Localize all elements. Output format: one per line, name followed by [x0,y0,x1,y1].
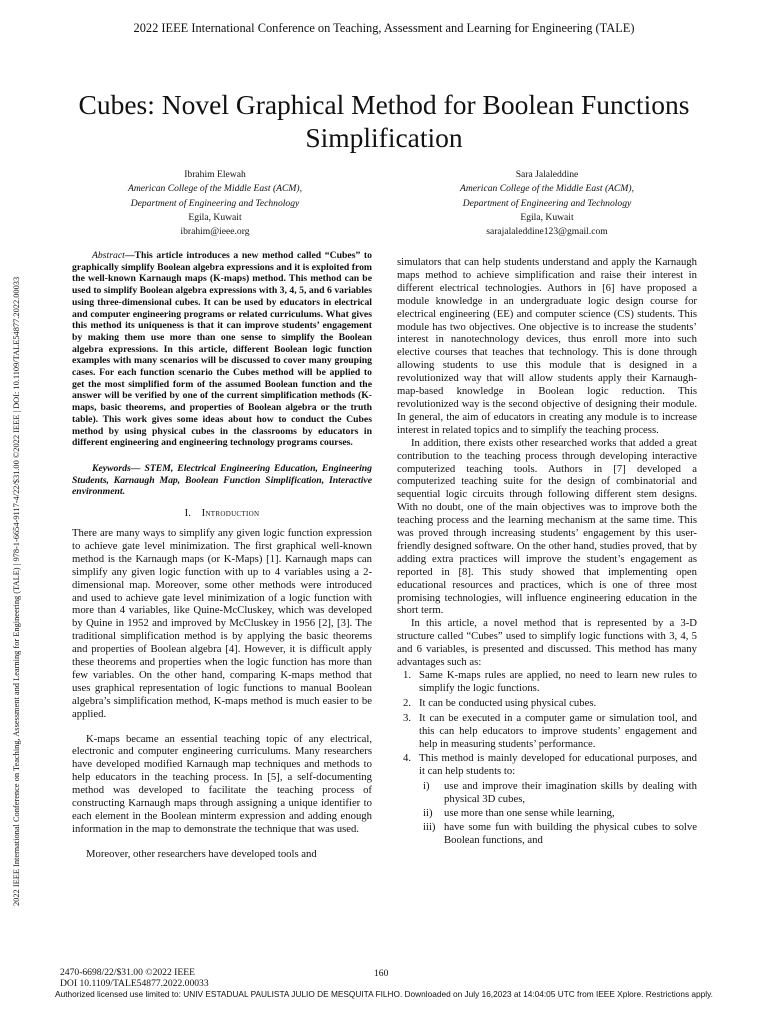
list-item: i) use and improve their imagination skills by dealing with physical 3D cubes, [423,780,697,806]
author-name: Sara Jalaleddine [515,169,579,180]
author-email: sarajalaleddine123@gmail.com [486,226,608,238]
author-location: Egila, Kuwait [520,211,574,223]
list-item: 2. It can be conducted using physical cubes. [403,696,597,709]
footer-copyright [60,968,209,989]
keywords-label: Keywords— [92,462,141,474]
author-department: Department of Engineering and Technology [130,197,300,209]
section-heading-introduction [72,507,372,520]
footer-doi: DOI 10.1109/TALE54877.2022.00033 [60,977,209,989]
list-item: ii) use more than one sense while learning, [423,807,615,820]
footer-issn: 2470-6698/22/$31.00 ©2022 IEEE [60,967,195,978]
right-column [397,256,697,848]
author-block-1 [90,168,340,239]
keywords-text: STEM, Electrical Engineering Education, Engineering Students, Karnaugh Map, Boolean Function Simplification, Interactive environment. [72,462,372,498]
list-item: 3. It can be executed in a computer game or simulation tool, and this can help educators to improve students’ engagement and help in measuring students’ performance. [403,711,697,750]
author-email: ibrahim@ieee.org [180,226,250,238]
author-department: Department of Engineering and Technology [462,197,632,209]
list-item: iii) have some fun with building the physical cubes to solve Boolean functions, and [423,820,697,846]
doi-side-strip: 2022 IEEE International Conference on Teaching, Assessment and Learning for Engineering (TALE) | 978-1-6654-9117-4/22/$31.00 ©2022 IEEE | DOI: 10.1109/TALE54877.2022.00033 [12,276,21,906]
author-affiliation: American College of the Middle East (ACM), [128,183,302,195]
author-affiliation: American College of the Middle East (ACM), [460,183,634,195]
abstract-label: Abstract [92,250,125,261]
paragraph: There are many ways to simplify any given logic function expression to achieve gate level minimization. The first graphical well-known method is the Karnaugh maps (or K-Maps) [1]. Karnaugh maps can simplify any given logic function with up to 4 variables using a 2-dimensional map. Moreover, some other methods were introduced and used to achieve gate level minimization of a logic function with more than 4 variables, like Quine-McCluskey, which was developed by Quine in 1952 and improved by McCluskey in 1956 [2], [3]. The traditional simplification method is by applying the basic theorems and properties of Boolean algebra [4]. However, it is difficult apply these theorems and properties when the logic function has more than few variables. On the other hand, comparing K-maps method that uses graphical representation of logic functions to manual Boolean algebra’s simplification method, K-maps method is much easier to be applied. [72,526,372,720]
sub-list [397,780,697,847]
page-number: 160 [374,968,389,979]
advantages-list [397,669,697,778]
paper-title: Cubes: Novel Graphical Method for Boolean Functions Simplification [78,89,690,153]
paragraph: Moreover, other researchers have developed tools and [86,847,317,860]
conference-header: 2022 IEEE International Conference on Teaching, Assessment and Learning for Engineering (TALE) [133,21,635,35]
author-location: Egila, Kuwait [188,211,242,223]
section-numeral: I. [184,507,191,520]
author-name: Ibrahim Elewah [184,169,246,180]
section-title: Introduction [201,507,260,520]
left-column [72,250,372,861]
list-item: 4. This method is mainly developed for educational purposes, and it can help students to: [403,752,697,778]
paragraph: In this article, a novel method that is represented by a 3-D structure called “Cubes” used to simplify logic functions with 3, 4, 5 and 6 variables, is presented and discussed. This method has many advantages such as: [397,617,697,669]
author-block-2 [422,168,672,239]
list-item: 1. Same K-maps rules are applied, no need to learn new rules to simplify the logic functions. [403,669,697,694]
paragraph: K-maps became an essential teaching topic of any electrical, electronic and computer engineering curriculums. Many researchers have developed modified Karnaugh map techniques and methods to help educators in the teaching process. In [5], a self-documenting method was developed to facilitate the teaching process of constructing Karnaugh maps through assigning a unique identifier to each element in the Boolean minterm expression and adding enough information in the map to demonstrate the technique that was used. [72,732,372,835]
paragraph: simulators that can help students understand and apply the Karnaugh maps method to achieve simplification and raise their interest in different electrical technologies. Authors in [6] have proposed a module knowledge in an undergraduate logic design course for electrical engineering (EE) and computer science (CS) students. This module has two objectives. One objective is to increase the students’ interest in nanotechnology devices, thus enroll more into such elective courses that teaches that technology. This is done through allowing students to use this module that is designed in a revolutionized way that will allow students apply their Karnaugh-map-based knowledge in Boolean logic reduction. This revolutionized way is the second objective of designing their module. In general, the aim of educators in creating any module is to increase interest in related topics and to simplify the teaching process. [397,256,697,436]
abstract [72,250,372,449]
keywords [72,463,372,498]
paragraph: In addition, there exists other researched works that added a great contribution to the teaching process through developing interactive computerized teaching tools. Authors in [7] developed a computerized teaching suite for the design of combinatorial and sequential logic circuits through following different stem designs. With no doubt, one of the main objectives was to improve both the teaching process and the learning mechanism at the same time. This was proved through increasing students’ engagement by this user-friendly designed software. On the other hand, studies proved, that by adding extra practices will improve the student’s engagement as reported in [8]. This study showed that implementing open educational resources and practices, which is one of three most promising technologies, will influence engineering education in the short term. [397,436,697,617]
license-notice: Authorized licensed use limited to: UNIV ESTADUAL PAULISTA JULIO DE MESQUITA FILHO. Downloaded on July 16,2023 at 14:04:05 UTC from IEEE Xplore. Restrictions apply. [55,989,713,999]
abstract-text: —This article introduces a new method called “Cubes” to graphically simplify Boolean algebra expressions and it is exploited from the well-known Karnaugh maps (K-maps) method. This method can be used to simplify Boolean algebra expressions with 3, 4, 5, and 6 variables using three-dimensional cubes. It can be used by educators in electrical and computer engineering programs or related curriculums. What gives this method its uniqueness is that it can improve students’ engagement by making them use more than one sense to simplify the Boolean algebra expressions. In this article, different Boolean logic function examples with many scenarios will be discussed to cover many grouping cases. For each function scenario the Cubes method will be applied to get the most simplified form of the assumed Boolean function and the answer will be verified by one of the current simplification methods (K-maps, basic theorems, and properties of Boolean algebra or the truth table). This work gives some ideas about how to conduct the Cubes method by using physical cubes in the classrooms by educators in different engineering and engineering technology programs courses. [72,250,372,449]
